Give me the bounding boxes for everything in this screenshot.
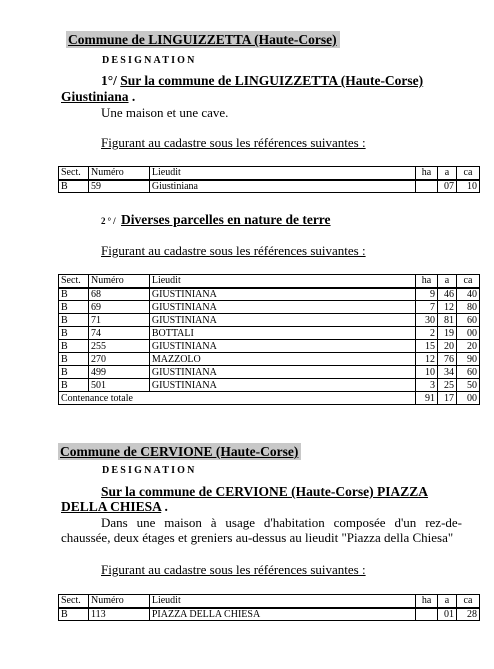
item1-number: 1°/ bbox=[101, 73, 117, 88]
section2-heading-line1: Sur la commune de CERVIONE (Haute-Corse) PIAZZA bbox=[101, 484, 429, 499]
cell-ha bbox=[416, 608, 438, 621]
table-header-row bbox=[59, 167, 480, 180]
cell-lieudit: GIUSTINIANA bbox=[149, 340, 415, 353]
section2-figurant: Figurant au cadastre sous les références suivantes : bbox=[101, 562, 366, 577]
table-row bbox=[59, 180, 480, 193]
col-lieudit: Lieudit bbox=[149, 595, 415, 608]
item2-heading bbox=[101, 212, 331, 229]
cell-lieudit: MAZZOLO bbox=[149, 353, 415, 366]
item1-heading-suffix: . bbox=[128, 89, 136, 104]
item1-cadastre-table bbox=[58, 166, 480, 193]
cell-numero: 71 bbox=[88, 314, 149, 327]
cell-ha: 15 bbox=[416, 340, 438, 353]
item1-figurant: Figurant au cadastre sous les références suivantes : bbox=[101, 135, 366, 150]
section2-cadastre-table bbox=[58, 594, 480, 621]
item2-cadastre-table bbox=[58, 274, 480, 405]
cell-numero: 113 bbox=[88, 608, 149, 621]
col-ha: ha bbox=[416, 275, 438, 288]
cell-lieudit: GIUSTINIANA bbox=[149, 301, 415, 314]
cell-numero: 499 bbox=[88, 366, 149, 379]
cell-ca: 50 bbox=[456, 379, 479, 392]
item2-figurant: Figurant au cadastre sous les références suivantes : bbox=[101, 243, 366, 258]
cell-a: 12 bbox=[438, 301, 457, 314]
cell-ha: 30 bbox=[416, 314, 438, 327]
col-ca: ca bbox=[457, 595, 480, 608]
cell-numero: 68 bbox=[88, 288, 149, 301]
item1-heading-line2 bbox=[61, 89, 135, 104]
total-label: Contenance totale bbox=[59, 392, 416, 405]
cell-numero: 69 bbox=[88, 301, 149, 314]
table-header-row bbox=[59, 595, 480, 608]
section2-description: Dans une maison à usage d'habitation composée d'un rez-de-chaussée, deux étages et greniers au-dessus au lieudit "Piazza della Chiesa" bbox=[61, 515, 462, 545]
col-a: a bbox=[438, 167, 457, 180]
cell-ca: 90 bbox=[456, 353, 479, 366]
item1-description: Une maison et une cave. bbox=[101, 105, 229, 120]
cell-sect: B bbox=[59, 340, 89, 353]
cell-ha bbox=[416, 180, 438, 193]
col-sect: Sect. bbox=[59, 595, 89, 608]
cell-ha: 9 bbox=[416, 288, 438, 301]
cell-lieudit: Giustiniana bbox=[149, 180, 415, 193]
table-total-row bbox=[59, 392, 480, 405]
table-row bbox=[59, 366, 480, 379]
cell-sect: B bbox=[59, 288, 89, 301]
item2-heading-text: Diverses parcelles en nature de terre bbox=[120, 212, 331, 227]
cell-ha: 12 bbox=[416, 353, 438, 366]
cell-sect: B bbox=[59, 366, 89, 379]
cell-lieudit: GIUSTINIANA bbox=[149, 314, 415, 327]
col-ca: ca bbox=[457, 167, 480, 180]
cell-numero: 270 bbox=[88, 353, 149, 366]
cell-a: 07 bbox=[438, 180, 457, 193]
col-a: a bbox=[438, 275, 457, 288]
cell-ca: 60 bbox=[456, 314, 479, 327]
cell-sect: B bbox=[59, 301, 89, 314]
cell-ca: 60 bbox=[456, 366, 479, 379]
col-ca: ca bbox=[456, 275, 479, 288]
table-row bbox=[59, 353, 480, 366]
section2-lieudit: DELLA CHIESA bbox=[61, 499, 162, 514]
table-row bbox=[59, 288, 480, 301]
cell-numero: 255 bbox=[88, 340, 149, 353]
col-numero: Numéro bbox=[88, 167, 149, 180]
col-a: a bbox=[438, 595, 457, 608]
cell-ha: 7 bbox=[416, 301, 438, 314]
cell-ca: 40 bbox=[456, 288, 479, 301]
cell-sect: B bbox=[59, 379, 89, 392]
item2-number: 2°/ bbox=[101, 216, 118, 226]
total-ca: 00 bbox=[456, 392, 479, 405]
cell-numero: 59 bbox=[88, 180, 149, 193]
cell-a: 25 bbox=[438, 379, 457, 392]
cell-a: 81 bbox=[438, 314, 457, 327]
item1-heading-text: Sur la commune de LINGUIZZETTA (Haute-Corse) bbox=[120, 73, 424, 88]
designation-label: DESIGNATION bbox=[102, 55, 197, 66]
cell-sect: B bbox=[59, 353, 89, 366]
total-ha: 91 bbox=[416, 392, 438, 405]
section2-heading-line2 bbox=[61, 499, 168, 514]
cell-a: 19 bbox=[438, 327, 457, 340]
cell-lieudit: PIAZZA DELLA CHIESA bbox=[149, 608, 415, 621]
item1-heading-line1 bbox=[101, 73, 423, 88]
cell-sect: B bbox=[59, 314, 89, 327]
cell-lieudit: GIUSTINIANA bbox=[149, 379, 415, 392]
cell-sect: B bbox=[59, 180, 89, 193]
cell-ca: 10 bbox=[457, 180, 480, 193]
col-lieudit: Lieudit bbox=[149, 275, 415, 288]
cell-lieudit: BOTTALI bbox=[149, 327, 415, 340]
cell-numero: 74 bbox=[88, 327, 149, 340]
cell-ca: 28 bbox=[457, 608, 480, 621]
cell-a: 46 bbox=[438, 288, 457, 301]
table-row bbox=[59, 327, 480, 340]
col-ha: ha bbox=[416, 167, 438, 180]
cell-ha: 10 bbox=[416, 366, 438, 379]
cell-a: 20 bbox=[438, 340, 457, 353]
item2-rows bbox=[59, 288, 480, 392]
cell-ca: 80 bbox=[456, 301, 479, 314]
table-row bbox=[59, 301, 480, 314]
table-row bbox=[59, 340, 480, 353]
col-sect: Sect. bbox=[59, 167, 89, 180]
cell-lieudit: GIUSTINIANA bbox=[149, 288, 415, 301]
item1-lieudit: Giustiniana bbox=[61, 89, 129, 104]
cell-sect: B bbox=[59, 608, 89, 621]
table-header-row bbox=[59, 275, 480, 288]
col-numero: Numéro bbox=[88, 595, 149, 608]
cell-ha: 3 bbox=[416, 379, 438, 392]
cell-lieudit: GIUSTINIANA bbox=[149, 366, 415, 379]
cell-a: 34 bbox=[438, 366, 457, 379]
cell-numero: 501 bbox=[88, 379, 149, 392]
table-row bbox=[59, 379, 480, 392]
table-row bbox=[59, 608, 480, 621]
cell-a: 76 bbox=[438, 353, 457, 366]
commune-title-cervione: Commune de CERVIONE (Haute-Corse) bbox=[58, 443, 301, 460]
cell-ca: 00 bbox=[456, 327, 479, 340]
section2-heading-suffix: . bbox=[161, 499, 168, 514]
col-lieudit: Lieudit bbox=[149, 167, 415, 180]
cell-a: 01 bbox=[438, 608, 457, 621]
total-a: 17 bbox=[438, 392, 457, 405]
col-numero: Numéro bbox=[88, 275, 149, 288]
col-sect: Sect. bbox=[59, 275, 89, 288]
cell-sect: B bbox=[59, 327, 89, 340]
table-row bbox=[59, 314, 480, 327]
cell-ca: 20 bbox=[456, 340, 479, 353]
col-ha: ha bbox=[416, 595, 438, 608]
designation-label: DESIGNATION bbox=[102, 465, 197, 476]
commune-title-linguizzetta: Commune de LINGUIZZETTA (Haute-Corse) bbox=[66, 31, 340, 48]
cell-ha: 2 bbox=[416, 327, 438, 340]
